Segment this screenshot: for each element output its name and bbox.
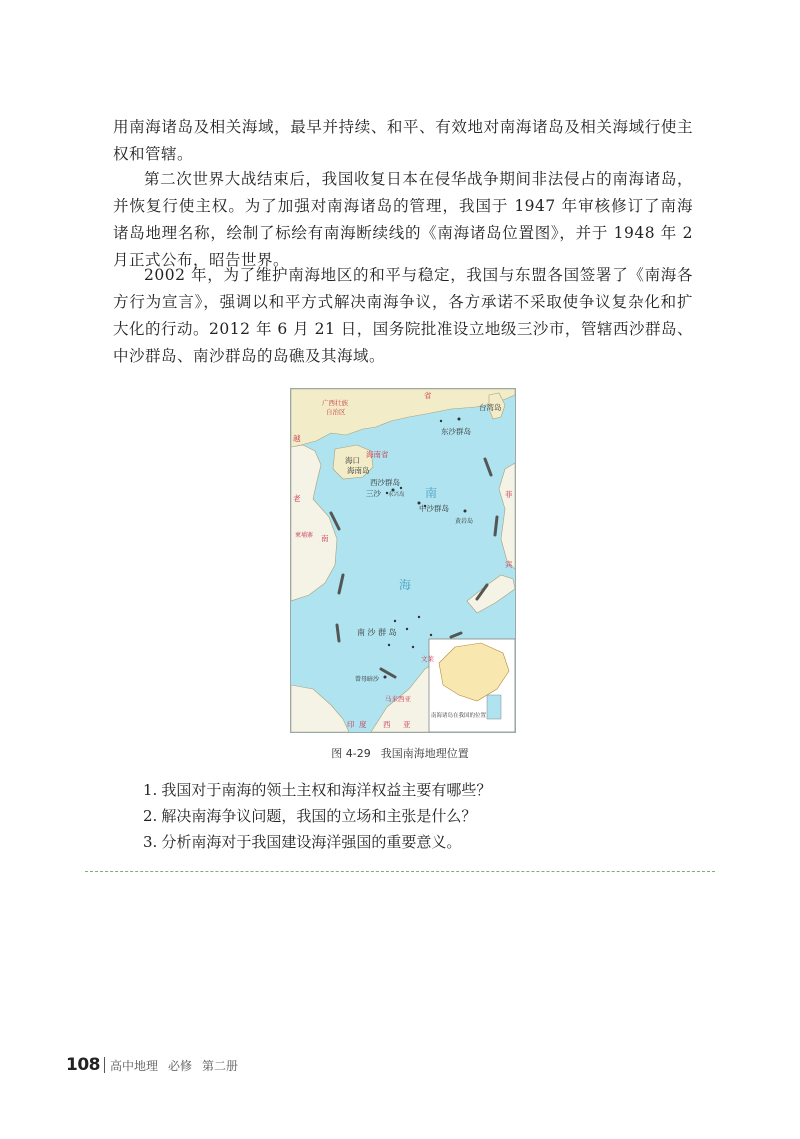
map-label-zengmu: 曾母暗沙 [355,676,380,683]
map-label-ya: 亚 [403,720,411,729]
map-label-taiwan: 台湾岛 [479,403,502,412]
map-label-nansha: 南 沙 群 岛 [357,628,397,637]
question-number: 2. [143,807,158,825]
page-number: 108 [66,1055,100,1075]
body-paragraph-3: 2002 年，为了维护南海地区的和平与稳定，我国与东盟各国签署了《南海各方行为宣言》，强调以和平方式解决南海争议，各方承诺不采取使争议复杂化和扩大化的行动。2012 年 6 月 21 日，国务院批准设立地级三沙市，管辖西沙群岛、中沙群岛、南沙群岛的岛礁及其海域。 [113,266,693,365]
map-label-nan-left: 南 [321,534,329,543]
south-china-sea-map [290,388,516,733]
map-label-wenlai: 文莱 [421,655,434,663]
question-text: 解决南海争议问题，我国的立场和主张是什么？ [161,807,477,825]
map-label-sansha: 三沙 [366,489,381,498]
book-volume: 必修 [168,1058,193,1073]
map-label-hainandao: 海南岛 [347,466,370,475]
question-item [143,803,491,829]
map-label-xi: 西 [383,720,391,729]
map-label-zizhiqu: 自治区 [326,408,346,416]
map-label-inset-caption: 南海诸岛在我国的位置 [431,713,487,719]
map-label-fei: 菲 [505,490,513,499]
question-text: 我国对于南海的领土主权和海洋权益主要有哪些？ [161,781,492,799]
figure-number: 图 4-29 [331,747,371,760]
book-title: 高中地理 [110,1058,159,1073]
inset-south-sea-box [487,695,501,719]
body-paragraph-2: 第二次世界大战结束后，我国收复日本在侵华战争期间非法侵占的南海诸岛，并恢复行使主权。为了加强对南海诸岛的管理，我国于 1947 年审核修订了南海诸岛地理名称，绘制了标绘有南海断续线的《南海诸岛位置图》，并于 1948 年 2 月正式公布，昭告世界。 [113,170,693,269]
dashed-divider [85,871,715,872]
map-label-zhongsha: 中沙群岛 [419,504,449,513]
book-part: 第二册 [202,1058,239,1073]
map-label-huangyan: 黄岩岛 [455,518,474,525]
map-label-jianpuzhai: 柬埔寨 [295,532,314,539]
map-label-nan-char: 南 [425,486,438,500]
map-label-xisha: 西沙群岛 [370,478,400,487]
question-number: 1. [143,781,158,799]
map-label-yindu: 印 [347,720,355,729]
map-label-yue: 越 [293,434,301,443]
map-label-haikou: 海口 [345,456,360,465]
map-label-du: 度 [359,720,367,729]
figure-title: 我国南海地理位置 [380,747,469,760]
body-paragraph-1: 用南海诸岛及相关海域，最早并持续、和平、有效地对南海诸岛及相关海域行使主权和管辖。 [113,118,693,163]
map-label-sheng: 省 [424,391,432,400]
question-item [143,777,491,803]
map-label-bin: 宾 [505,560,513,569]
map-label-malai: 马来西亚 [385,695,411,703]
footer-separator [104,1057,105,1073]
map-label-hainansheng: 海南省 [366,450,389,459]
book-info [110,1057,248,1074]
map-label-yongxing: 永兴岛 [388,492,405,498]
question-item [143,829,491,855]
map-label-guangxi: 广西壮族 [322,399,348,407]
figure-caption [0,745,800,761]
page-footer [66,1055,248,1075]
map-label-laos: 老 [293,494,301,503]
map-label-hai-char: 海 [399,578,412,592]
question-list [143,777,491,855]
map-label-dongsha: 东沙群岛 [441,427,471,436]
question-number: 3. [143,833,158,851]
question-text: 分析南海对于我国建设海洋强国的重要意义。 [161,833,462,851]
